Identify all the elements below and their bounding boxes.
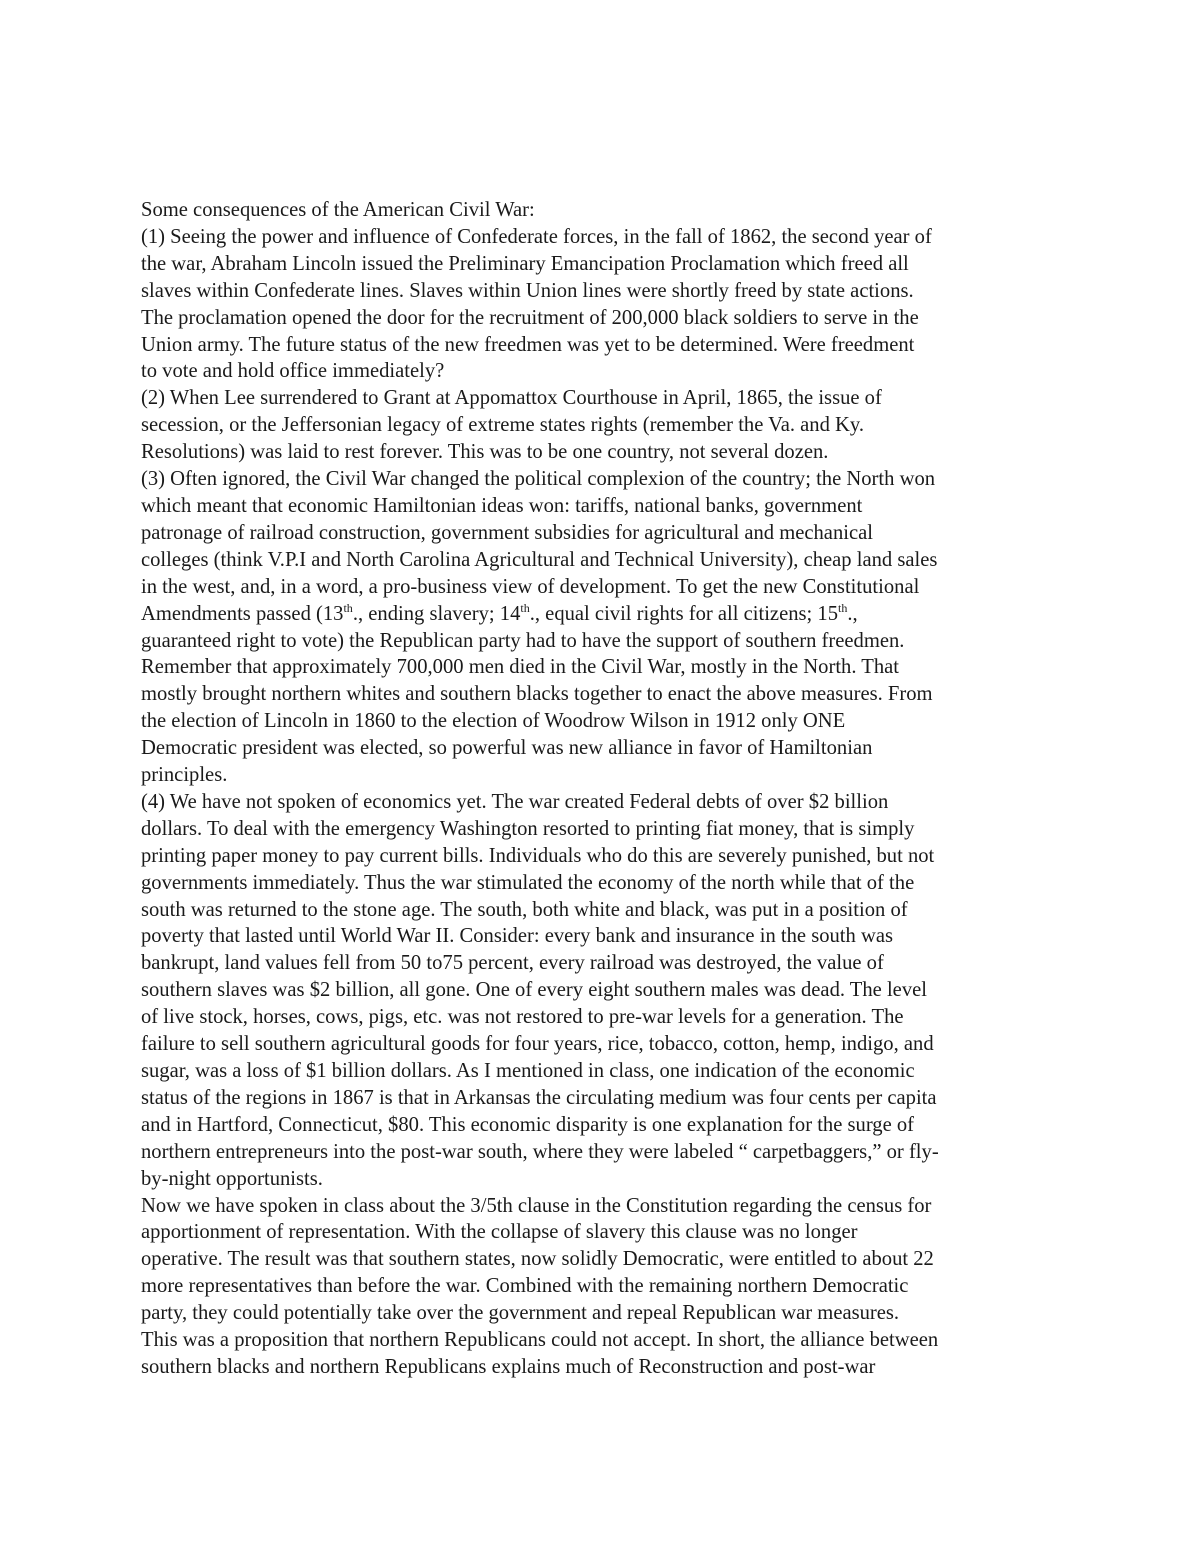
text-line: secession, or the Jeffersonian legacy of extreme states rights (remember the Va. and Ky. — [141, 414, 865, 437]
text-line: guaranteed right to vote) the Republican party had to have the support of southern freedmen. — [141, 629, 905, 652]
text-line: This was a proposition that northern Republicans could not accept. In short, the alliance between — [141, 1329, 939, 1352]
text-line: south was returned to the stone age. The south, both white and black, was put in a position of — [141, 898, 908, 921]
text-line: Now we have spoken in class about the 3/5th clause in the Constitution regarding the census for — [141, 1194, 932, 1217]
text-line: mostly brought northern whites and southern blacks together to enact the above measures. From — [141, 683, 933, 706]
text-line: governments immediately. Thus the war stimulated the economy of the north while that of the — [141, 871, 915, 894]
text-line: patronage of railroad construction, government subsidies for agricultural and mechanical — [141, 521, 873, 544]
text-line: bankrupt, land values fell from 50 to75 percent, every railroad was destroyed, the value of — [141, 952, 884, 975]
text-line: and in Hartford, Connecticut, $80. This economic disparity is one explanation for the surge of — [141, 1113, 915, 1136]
text-line: apportionment of representation. With the collapse of slavery this clause was no longer — [141, 1221, 858, 1244]
text-line: operative. The result was that southern states, now solidly Democratic, were entitled to about 22 — [141, 1248, 934, 1271]
text-line: slaves within Confederate lines. Slaves within Union lines were shortly freed by state actions. — [141, 279, 914, 302]
text-line — [141, 601, 1071, 628]
document-body — [141, 197, 1071, 1381]
text-line: of live stock, horses, cows, pigs, etc. was not restored to pre-war levels for a generation. The — [141, 1006, 904, 1029]
ordinal-superscript: th — [838, 600, 848, 615]
text-line: (4) We have not spoken of economics yet. The war created Federal debts of over $2 billion — [141, 790, 889, 813]
text-line: party, they could potentially take over the government and repeal Republican war measures. — [141, 1302, 900, 1325]
text-line: to vote and hold office immediately? — [141, 360, 445, 383]
text-line: Union army. The future status of the new freedmen was yet to be determined. Were freedment — [141, 333, 915, 356]
text-line: principles. — [141, 764, 228, 787]
text-line: status of the regions in 1867 is that in Arkansas the circulating medium was four cents per capita — [141, 1086, 937, 1109]
text-line: in the west, and, in a word, a pro-business view of development. To get the new Constitutional — [141, 575, 920, 598]
text-line: the election of Lincoln in 1860 to the election of Woodrow Wilson in 1912 only ONE — [141, 710, 846, 733]
text-line: the war, Abraham Lincoln issued the Preliminary Emancipation Proclamation which freed all — [141, 252, 909, 275]
text-line: Some consequences of the American Civil War: — [141, 199, 535, 221]
text-line: poverty that lasted until World War II. Consider: every bank and insurance in the south was — [141, 925, 893, 948]
text-segment: ., equal civil rights for all citizens; 15 — [529, 602, 838, 625]
text-line: printing paper money to pay current bills. Individuals who do this are severely punished, but not — [141, 844, 935, 867]
text-line: (2) When Lee surrendered to Grant at Appomattox Courthouse in April, 1865, the issue of — [141, 387, 882, 410]
text-line: failure to sell southern agricultural goods for four years, rice, tobacco, cotton, hemp, indigo, and — [141, 1033, 934, 1056]
ordinal-superscript: th — [343, 600, 353, 615]
text-line: sugar, was a loss of $1 billion dollars. As I mentioned in class, one indication of the economic — [141, 1060, 915, 1082]
text-line: northern entrepreneurs into the post-war south, where they were labeled “ carpetbaggers,” or fly- — [141, 1140, 939, 1163]
text-line: Remember that approximately 700,000 men died in the Civil War, mostly in the North. That — [141, 656, 900, 679]
text-segment: ., ending slavery; 14 — [352, 602, 521, 625]
text-line: (3) Often ignored, the Civil War changed the political complexion of the country; the North won — [141, 468, 936, 491]
text-line: (1) Seeing the power and influence of Confederate forces, in the fall of 1862, the second year of — [141, 225, 932, 248]
text-line: southern blacks and northern Republicans explains much of Reconstruction and post-war — [141, 1355, 876, 1378]
text-segment: ., — [847, 602, 858, 625]
text-line: Democratic president was elected, so powerful was new alliance in favor of Hamiltonian — [141, 737, 873, 760]
text-line: Resolutions) was laid to rest forever. This was to be one country, not several dozen. — [141, 441, 829, 464]
text-line: which meant that economic Hamiltonian ideas won: tariffs, national banks, government — [141, 494, 863, 517]
text-line: southern slaves was $2 billion, all gone. One of every eight southern males was dead. The level — [141, 979, 927, 1002]
ordinal-superscript: th — [520, 600, 530, 615]
text-line: by-night opportunists. — [141, 1167, 323, 1190]
text-segment: Amendments passed (13 — [141, 602, 344, 625]
text-line: colleges (think V.P.I and North Carolina Agricultural and Technical University), cheap land sales — [141, 548, 938, 571]
text-line: more representatives than before the war. Combined with the remaining northern Democratic — [141, 1275, 909, 1298]
text-line: dollars. To deal with the emergency Washington resorted to printing fiat money, that is simply — [141, 817, 915, 840]
text-line: The proclamation opened the door for the recruitment of 200,000 black soldiers to serve in the — [141, 306, 919, 329]
